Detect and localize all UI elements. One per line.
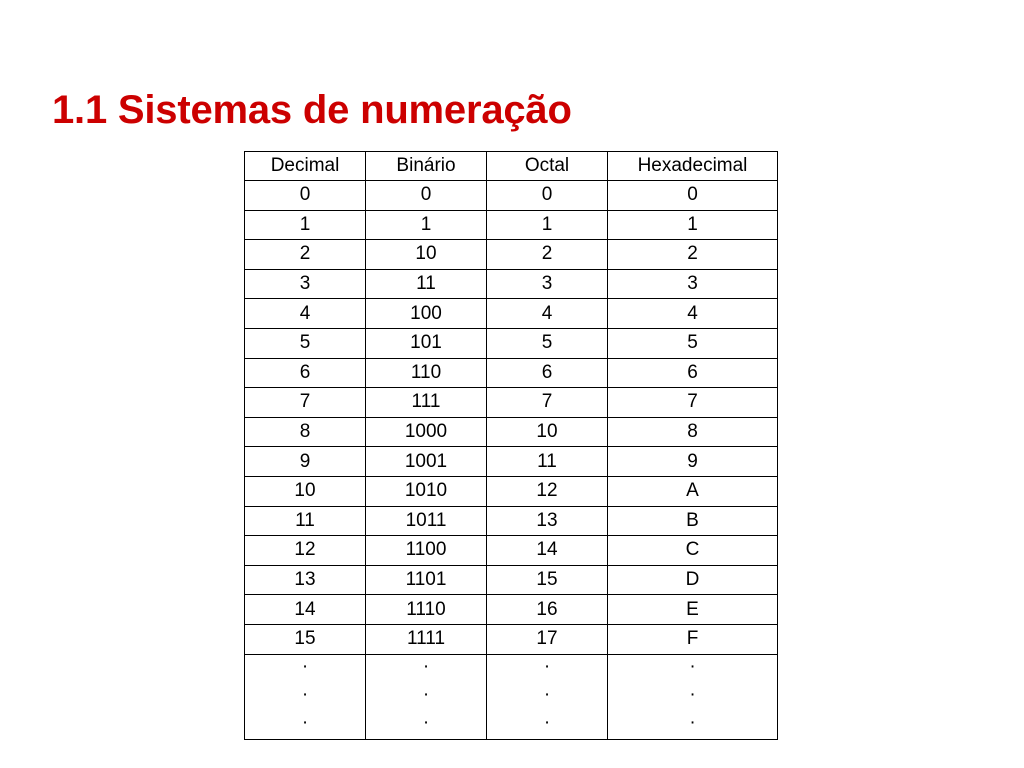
cell-decimal: 4	[245, 299, 366, 329]
cell-binary: 1001	[366, 447, 487, 477]
cell-hexadecimal: C	[608, 536, 778, 566]
cell-decimal: 13	[245, 565, 366, 595]
cell-decimal: 8	[245, 417, 366, 447]
cell-octal: 11	[487, 447, 608, 477]
table-row	[245, 447, 778, 477]
cell-binary: 1	[366, 210, 487, 240]
cell-binary: 1111	[366, 624, 487, 654]
table-row	[245, 536, 778, 566]
cell-hexadecimal: F	[608, 624, 778, 654]
cell-binary: 1011	[366, 506, 487, 536]
continuation-dot: ·	[422, 711, 430, 733]
cell-decimal: 5	[245, 328, 366, 358]
cell-binary: 11	[366, 269, 487, 299]
cell-binary: 0	[366, 181, 487, 211]
cell-binary: 111	[366, 388, 487, 418]
table-row	[245, 476, 778, 506]
cell-hexadecimal: E	[608, 595, 778, 625]
cell-decimal: 0	[245, 181, 366, 211]
cell-binary: 1101	[366, 565, 487, 595]
cell-hexadecimal: 9	[608, 447, 778, 477]
cell-octal: 16	[487, 595, 608, 625]
cell-hexadecimal: 1	[608, 210, 778, 240]
cell-decimal: 12	[245, 536, 366, 566]
cell-hexadecimal: D	[608, 565, 778, 595]
cell-hexadecimal: 8	[608, 417, 778, 447]
cell-binary: 1110	[366, 595, 487, 625]
number-systems-table	[244, 151, 778, 740]
continuation-dot: ·	[301, 683, 309, 705]
header-binary: Binário	[366, 152, 487, 181]
cell-octal: 14	[487, 536, 608, 566]
cell-binary: 101	[366, 328, 487, 358]
cell-octal: 6	[487, 358, 608, 388]
cell-hexadecimal: 5	[608, 328, 778, 358]
table-row	[245, 506, 778, 536]
cell-decimal: 11	[245, 506, 366, 536]
ellipsis-dots	[608, 655, 777, 739]
ellipsis-dots	[245, 655, 365, 739]
cell-decimal: 3	[245, 269, 366, 299]
cell-decimal: 14	[245, 595, 366, 625]
table-row	[245, 240, 778, 270]
table-row	[245, 417, 778, 447]
continuation-cell-binary	[366, 654, 487, 739]
cell-octal: 15	[487, 565, 608, 595]
cell-octal: 4	[487, 299, 608, 329]
table-row	[245, 358, 778, 388]
continuation-dot: ·	[543, 683, 551, 705]
cell-hexadecimal: 0	[608, 181, 778, 211]
cell-octal: 3	[487, 269, 608, 299]
cell-hexadecimal: 6	[608, 358, 778, 388]
table-row	[245, 565, 778, 595]
continuation-dot: ·	[301, 655, 309, 677]
cell-hexadecimal: 4	[608, 299, 778, 329]
cell-decimal: 7	[245, 388, 366, 418]
continuation-dot: ·	[543, 711, 551, 733]
cell-hexadecimal: 2	[608, 240, 778, 270]
ellipsis-dots	[366, 655, 486, 739]
cell-hexadecimal: 7	[608, 388, 778, 418]
cell-binary: 1010	[366, 476, 487, 506]
continuation-dot: ·	[689, 711, 696, 733]
slide-title: 1.1 Sistemas de numeração	[52, 88, 572, 132]
table-row	[245, 388, 778, 418]
cell-octal: 2	[487, 240, 608, 270]
cell-octal: 13	[487, 506, 608, 536]
cell-decimal: 6	[245, 358, 366, 388]
cell-hexadecimal: 3	[608, 269, 778, 299]
continuation-cell-octal	[487, 654, 608, 739]
table-row	[245, 210, 778, 240]
continuation-row	[245, 654, 778, 739]
table-row	[245, 328, 778, 358]
cell-binary: 10	[366, 240, 487, 270]
continuation-dot: ·	[543, 655, 551, 677]
cell-binary: 1100	[366, 536, 487, 566]
table-row	[245, 299, 778, 329]
cell-hexadecimal: A	[608, 476, 778, 506]
cell-binary: 1000	[366, 417, 487, 447]
continuation-dot: ·	[689, 683, 696, 705]
table-row	[245, 181, 778, 211]
cell-decimal: 15	[245, 624, 366, 654]
header-hexadecimal: Hexadecimal	[608, 152, 778, 181]
cell-octal: 5	[487, 328, 608, 358]
continuation-dot: ·	[422, 655, 430, 677]
continuation-cell-hexadecimal	[608, 654, 778, 739]
ellipsis-dots	[487, 655, 607, 739]
cell-octal: 17	[487, 624, 608, 654]
continuation-dot: ·	[689, 655, 696, 677]
cell-octal: 12	[487, 476, 608, 506]
cell-decimal: 1	[245, 210, 366, 240]
header-decimal: Decimal	[245, 152, 366, 181]
table-row	[245, 595, 778, 625]
continuation-dot: ·	[301, 711, 309, 733]
continuation-cell-decimal	[245, 654, 366, 739]
cell-octal: 1	[487, 210, 608, 240]
cell-binary: 100	[366, 299, 487, 329]
cell-hexadecimal: B	[608, 506, 778, 536]
header-octal: Octal	[487, 152, 608, 181]
cell-binary: 110	[366, 358, 487, 388]
cell-decimal: 9	[245, 447, 366, 477]
cell-decimal: 10	[245, 476, 366, 506]
table-row	[245, 269, 778, 299]
cell-octal: 0	[487, 181, 608, 211]
table-body	[245, 181, 778, 740]
continuation-dot: ·	[422, 683, 430, 705]
cell-decimal: 2	[245, 240, 366, 270]
table-header-row	[245, 152, 778, 181]
table-row	[245, 624, 778, 654]
cell-octal: 10	[487, 417, 608, 447]
cell-octal: 7	[487, 388, 608, 418]
